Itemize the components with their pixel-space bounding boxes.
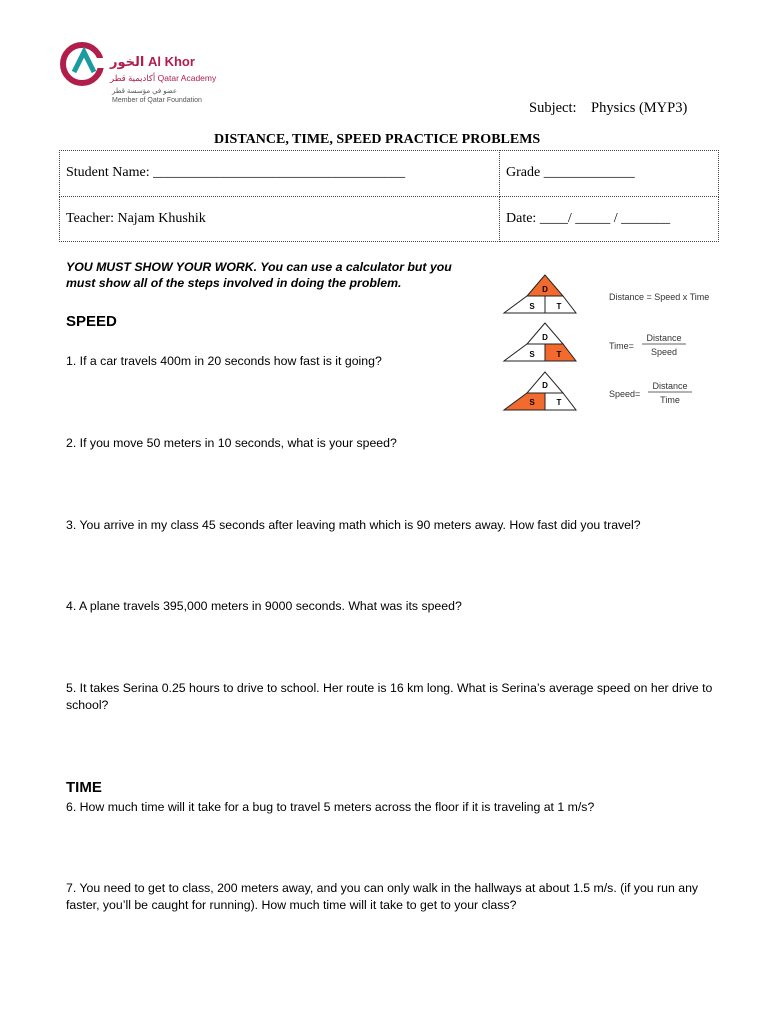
subject-line: Subject: Physics (MYP3) xyxy=(529,100,688,116)
triangle-distance xyxy=(504,275,709,313)
grade-field[interactable]: Grade _____________ xyxy=(500,151,719,197)
question-5: 5. It takes Serina 0.25 hours to drive to school. Her route is 16 km long. What is Serina’s average speed on her drive to school? xyxy=(66,681,713,712)
formula-speed-numerator: Distance xyxy=(652,381,688,391)
logo-academy: أكاديمية قطر Qatar Academy xyxy=(110,73,217,83)
question-6: 6. How much time will it take for a bug to travel 5 meters across the floor if it is traveling at 1 m/s? xyxy=(66,800,595,814)
tri3-t-label: T xyxy=(556,398,562,407)
question-7: 7. You need to get to class, 200 meters away, and you can only walk in the hallways at about 1.5 m/s. (if you run any faster, you’ll be caught for running). How much time will it take to get to your class? xyxy=(66,881,699,912)
dst-triangle-diagram xyxy=(496,268,736,418)
logo-member-arabic: عضو في مؤسسة قطر xyxy=(112,88,178,95)
section-heading-speed: SPEED xyxy=(66,313,117,330)
section-heading-time: TIME xyxy=(66,779,102,796)
tri2-d-label: D xyxy=(542,333,548,342)
page-title: DISTANCE, TIME, SPEED PRACTICE PROBLEMS xyxy=(214,132,541,147)
formula-distance: Distance = Speed x Time xyxy=(609,292,710,302)
formula-time-label: Time= xyxy=(609,341,634,351)
triangle-speed xyxy=(504,372,692,410)
question-4: 4. A plane travels 395,000 meters in 9000 seconds. What was its speed? xyxy=(66,599,462,613)
tri1-d-label: D xyxy=(542,285,548,294)
tri1-t-label: T xyxy=(556,302,562,311)
tri3-s-label: S xyxy=(529,398,535,407)
formula-time-numerator: Distance xyxy=(646,333,682,343)
formula-speed-label: Speed= xyxy=(609,389,641,399)
logo-member-english: Member of Qatar Foundation xyxy=(112,97,202,104)
question-1: 1. If a car travels 400m in 20 seconds how fast is it going? xyxy=(66,354,382,368)
teacher-field: Teacher: Najam Khushik xyxy=(60,196,500,242)
school-logo xyxy=(60,40,235,112)
logo-emblem-icon xyxy=(60,42,108,90)
formula-time-denominator: Speed xyxy=(650,347,678,357)
instructions: YOU MUST SHOW YOUR WORK. You can use a calculator but you must show all of the steps involved in doing the problem. xyxy=(66,260,452,290)
tri3-d-label: D xyxy=(542,381,548,390)
student-info-table xyxy=(59,150,719,242)
tri1-s-label: S xyxy=(529,302,535,311)
student-name-field[interactable]: Student Name: ____________________________________ xyxy=(60,151,500,197)
question-3: 3. You arrive in my class 45 seconds after leaving math which is 90 meters away. How fast did you travel? xyxy=(66,518,641,532)
tri2-t-label: T xyxy=(556,350,562,359)
tri2-s-label: S xyxy=(529,350,535,359)
date-field[interactable]: Date: ____/ _____ / _______ xyxy=(500,196,719,242)
question-2: 2. If you move 50 meters in 10 seconds, what is your speed? xyxy=(66,436,397,450)
formula-speed-denominator: Time xyxy=(660,395,680,405)
logo-name: الخور Al Khor xyxy=(110,54,195,69)
